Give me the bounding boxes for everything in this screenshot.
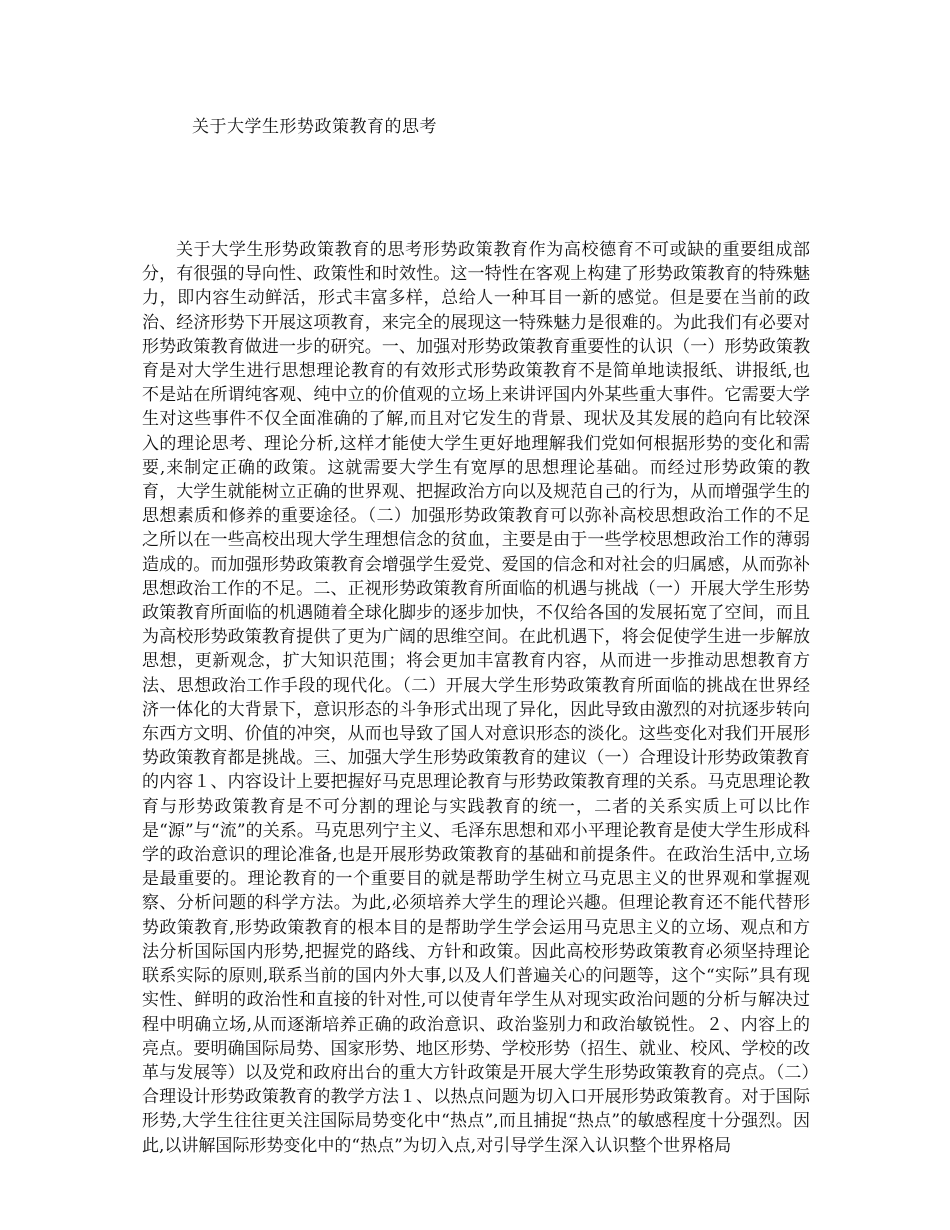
document-body: 关于大学生形势政策教育的思考形势政策教育作为高校德育不可或缺的重要组成部分，有很强的导向性、政策性和时效性。这一特性在客观上构建了形势政策教育的特殊魅力，即内容生动鲜活，形式丰富多样，总给人一种耳目一新的感觉。但是要在当前的政治、经济形势下开展这项教育，来完全的展现这一特殊魅力是很难的。为此我们有必要对形势政策教育做进一步的研究。一、加强对形势政策教育重要性的认识（一）形势政策教育是对大学生进行思想理论教育的有效形式形势政策教育不是简单地读报纸、讲报纸,也不是站在所谓纯客观、纯中立的价值观的立场上来讲评国内外某些重大事件。它需要大学生对这些事件不仅全面准确的了解,而且对它发生的背景、现状及其发展的趋向有比较深入的理论思考、理论分析,这样才能使大学生更好地理解我们党如何根据形势的变化和需要,来制定正确的政策。这就需要大学生有宽厚的思想理论基础。而经过形势政策的教育，大学生就能树立正确的世界观、把握政治方向以及规范自己的行为，从而增强学生的思想素质和修养的重要途径。（二）加强形势政策教育可以弥补高校思想政治工作的不足之所以在一些高校出现大学生理想信念的贫血，主要是由于一些学校思想政治工作的薄弱造成的。而加强形势政策教育会增强学生爱党、爱国的信念和对社会的归属感，从而弥补思想政治工作的不足。二、正视形势政策教育所面临的机遇与挑战（一）开展大学生形势政策教育所面临的机遇随着全球化脚步的逐步加快，不仅给各国的发展拓宽了空间，而且为高校形势政策教育提供了更为广阔的思维空间。在此机遇下，将会促使学生进一步解放思想，更新观念，扩大知识范围；将会更加丰富教育内容，从而进一步推动思想教育方法、思想政治工作手段的现代化。（二）开展大学生形势政策教育所面临的挑战在世界经济一体化的大背景下，意识形态的斗争形式出现了异化，因此导致由激烈的对抗逐步转向东西方文明、价值的冲突，从而也导致了国人对意识形态的淡化。这些变化对我们开展形势政策教育都是挑战。三、加强大学生形势政策教育的建议（一）合理设计形势政策教育的内容１、内容设计上要把握好马克思理论教育与形势政策教育理的关系。马克思理论教育与形势政策教育是不可分割的理论与实践教育的统一，二者的关系实质上可以比作是“源”与“流”的关系。马克思列宁主义、毛泽东思想和邓小平理论教育是使大学生形成科学的政治意识的理论准备,也是开展形势政策教育的基础和前提条件。在政治生活中,立场是最重要的。理论教育的一个重要目的就是帮助学生树立马克思主义的世界观和掌握观察、分析问题的科学方法。为此,必须培养大学生的理论兴趣。但理论教育还不能代替形势政策教育,形势政策教育的根本目的是帮助学生学会运用马克思主义的立场、观点和方法分析国际国内形势,把握党的路线、方针和政策。因此高校形势政策教育必须坚持理论联系实际的原则,联系当前的国内外大事,以及人们普遍关心的问题等，这个“实际”具有现实性、鲜明的政治性和直接的针对性,可以使青年学生从对现实政治问题的分析与解决过程中明确立场,从而逐渐培养正确的政治意识、政治鉴别力和政治敏锐性。２、内容上的亮点。要明确国际局势、国家形势、地区形势、学校形势（招生、就业、校风、学校的改革与发展等）以及党和政府出台的重大方针政策是开展大学生形势政策教育的亮点。（二）合理设计形势政策教育的教学方法１、以热点问题为切入口开展形势政策教育。对于国际形势,大学生往往更关注国际局势变化中“热点”,而且捕捉“热点”的敏感程度十分强烈。因此,以讲解国际形势变化中的“热点”为切入点,对引导学生深入认识整个世界格局: [142, 240, 810, 1156]
document-title: 关于大学生形势政策教育的思考: [192, 117, 437, 137]
